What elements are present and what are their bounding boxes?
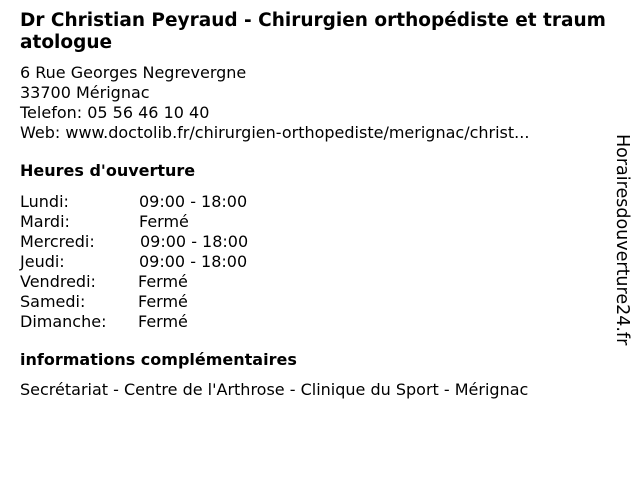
opening-hours-table	[20, 192, 610, 332]
day-label: Lundi:	[20, 192, 69, 211]
day-label: Dimanche:	[20, 312, 107, 331]
website-url: Web: www.doctolib.fr/chirurgien-orthopediste/merignac/christ...	[20, 123, 530, 142]
day-label: Mardi:	[20, 212, 70, 231]
day-label: Vendredi:	[20, 272, 96, 291]
page-title: Dr Christian Peyraud - Chirurgien orthopédiste et traumatologue	[20, 10, 606, 53]
phone-number: Telefon: 05 56 46 10 40	[20, 103, 210, 122]
day-hours: Fermé	[138, 292, 188, 311]
opening-hours-heading: Heures d'ouverture	[20, 161, 196, 180]
additional-info-heading: informations complémentaires	[20, 350, 297, 369]
hours-row-saturday	[20, 292, 610, 312]
city-address: 33700 Mérignac	[20, 83, 150, 102]
hours-row-tuesday	[20, 212, 610, 232]
hours-row-sunday	[20, 312, 610, 332]
day-hours: Fermé	[139, 212, 189, 231]
day-hours: 09:00 - 18:00	[140, 232, 249, 251]
hours-row-monday	[20, 192, 610, 212]
day-label: Jeudi:	[20, 252, 65, 271]
day-hours: Fermé	[138, 272, 188, 291]
address-block	[20, 63, 610, 143]
day-hours: 09:00 - 18:00	[139, 192, 248, 211]
day-label: Samedi:	[20, 292, 86, 311]
day-label: Mercredi:	[20, 232, 95, 251]
business-card	[20, 10, 610, 400]
additional-info-text: Secrétariat - Centre de l'Arthrose - Clinique du Sport - Mérignac	[20, 380, 529, 399]
day-hours: 09:00 - 18:00	[139, 252, 248, 271]
brand-watermark: Horairesdouverture24.fr	[612, 134, 632, 346]
day-hours: Fermé	[138, 312, 188, 331]
hours-row-thursday	[20, 252, 610, 272]
street-address: 6 Rue Georges Negrevergne	[20, 63, 247, 82]
hours-row-wednesday	[20, 232, 610, 252]
hours-row-friday	[20, 272, 610, 292]
